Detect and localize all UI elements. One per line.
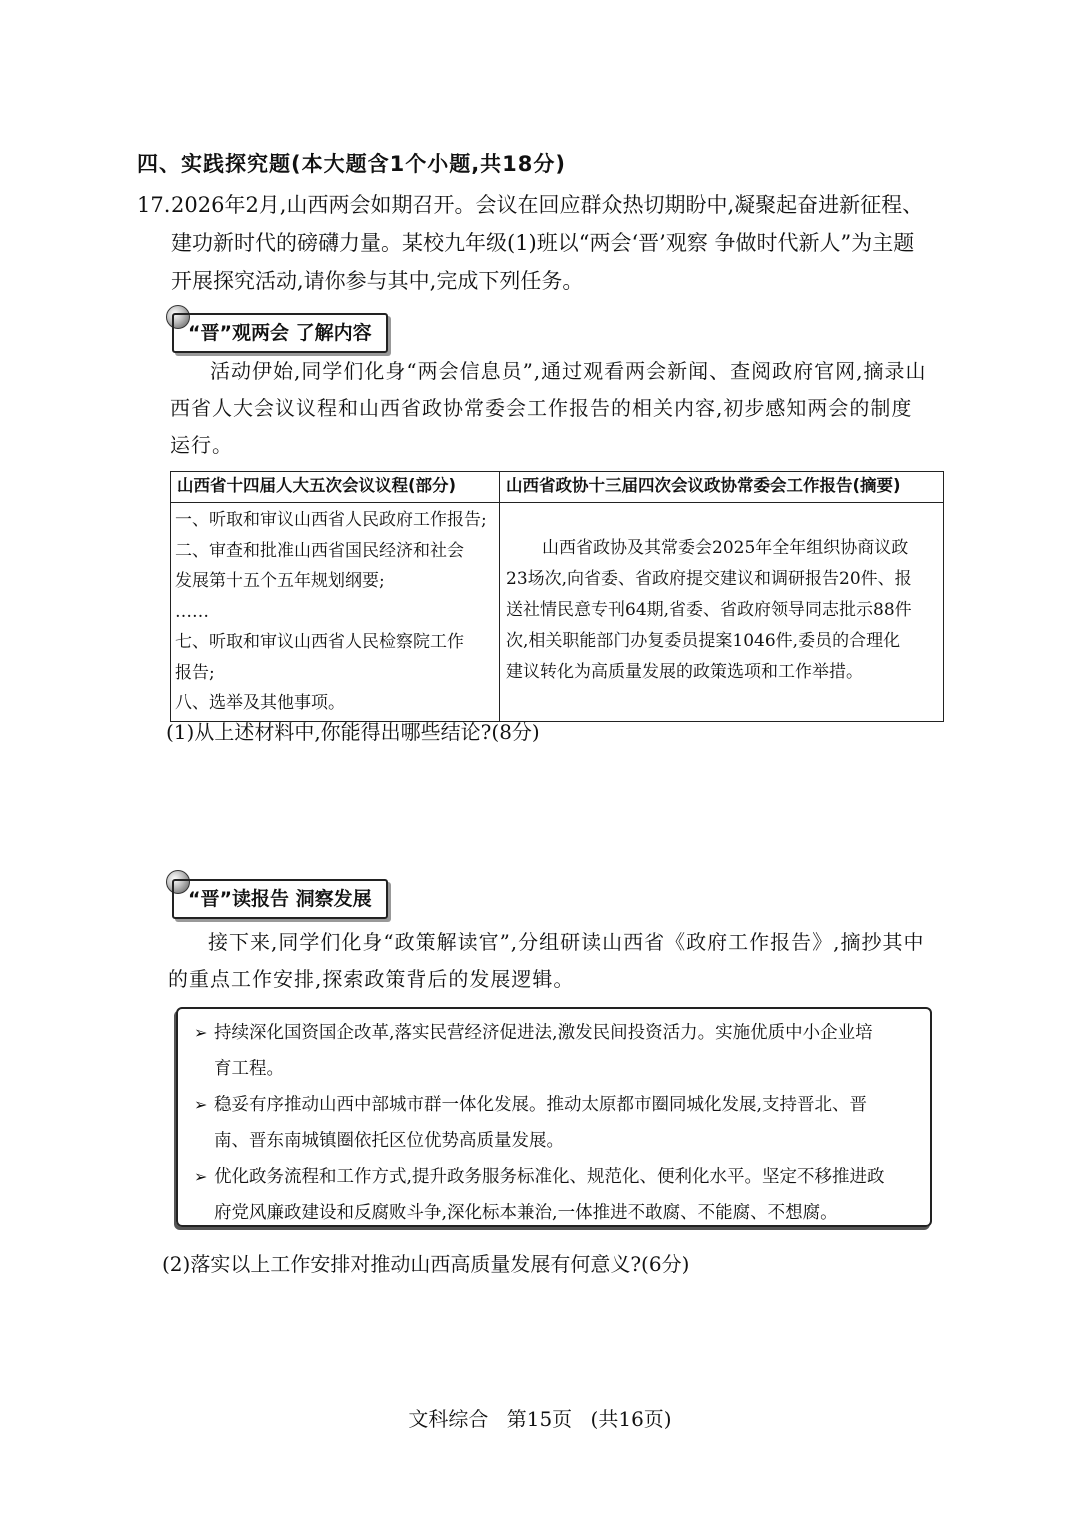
part2-para-line-1: 接下来,同学们化身“政策解读官”,分组研读山西省《政府工作报告》,摘抄其中 xyxy=(208,930,925,954)
page-footer xyxy=(0,1403,1080,1432)
bullet-line-1: 持续深化国资国企改革,落实民营经济促进法,激发民间投资活力。实施优质中小企业培 xyxy=(214,1023,873,1043)
question-2: (2)落实以上工作安排对推动山西高质量发展有何意义?(6分) xyxy=(162,1252,690,1276)
part2-para-line-2: 的重点工作安排,探索政策背后的发展逻辑。 xyxy=(168,967,575,991)
part1-para-line-2: 西省人大会议议程和山西省政协常委会工作报告的相关内容,初步感知两会的制度 xyxy=(170,396,913,420)
agenda-line: …… xyxy=(175,601,209,622)
part2-tag: “晋”读报告 洞察发展 xyxy=(172,879,388,919)
part1-para-line-1: 活动伊始,同学们化身“两会信息员”,通过观看两会新闻、查阅政府官网,摘录山 xyxy=(210,359,927,383)
table-right-header: 山西省政协十三届四次会议政协常委会工作报告(摘要) xyxy=(500,472,944,503)
part1-tag: “晋”观两会 了解内容 xyxy=(172,313,388,353)
table-right-cell xyxy=(500,503,944,722)
report-line: 建议转化为高质量发展的政策选项和工作举措。 xyxy=(506,662,863,682)
report-line: 送社情民意专刊64期,省委、省政府领导同志批示88件 xyxy=(506,600,912,620)
question-1: (1)从上述材料中,你能得出哪些结论?(8分) xyxy=(166,720,540,744)
intro-line-3: 开展探究活动,请你参与其中,完成下列任务。 xyxy=(171,269,584,293)
question-17-intro xyxy=(137,186,947,300)
table-left-header: 山西省十四届人大五次会议议程(部分) xyxy=(171,472,500,503)
report-line: 山西省政协及其常委会2025年全年组织协商议政 xyxy=(542,538,909,558)
material-table xyxy=(170,471,944,722)
footer-subject: 文科综合 xyxy=(408,1407,489,1431)
arrow-bullet-icon: ➢ xyxy=(194,1095,208,1114)
bullet-line-2: 南、晋东南城镇圈依托区位优势高质量发展。 xyxy=(214,1131,564,1151)
section-title: 四、实践探究题(本大题含1个小题,共18分) xyxy=(137,152,567,176)
bullet-line-1: 稳妥有序推动山西中部城市群一体化发展。推动太原都市圈同城化发展,支持晋北、晋 xyxy=(214,1095,868,1115)
agenda-line: 八、选举及其他事项。 xyxy=(175,693,345,713)
footer-page: 第15页 xyxy=(506,1407,573,1431)
report-line: 次,相关职能部门办复委员提案1046件,委员的合理化 xyxy=(506,631,901,651)
agenda-line: 报告; xyxy=(175,662,215,683)
part1-paragraph xyxy=(170,353,950,464)
agenda-line: 二、审查和批准山西省国民经济和社会 xyxy=(175,540,464,561)
agenda-line: 发展第十五个五年规划纲要; xyxy=(175,571,385,591)
part2-paragraph xyxy=(168,924,958,998)
arrow-bullet-icon: ➢ xyxy=(194,1167,208,1186)
intro-line-1: 2026年2月,山西两会如期召开。会议在回应群众热切期盼中,凝聚起奋进新征程、 xyxy=(171,193,924,217)
bullet-line-2: 育工程。 xyxy=(214,1059,284,1079)
work-arrangement-box xyxy=(176,1007,932,1227)
bullet-line-2: 府党风廉政建设和反腐败斗争,深化标本兼治,一体推进不敢腐、不能腐、不想腐。 xyxy=(214,1203,838,1223)
agenda-line: 七、听取和审议山西省人民检察院工作 xyxy=(175,632,464,652)
part1-para-line-3: 运行。 xyxy=(170,433,233,457)
bullet-item xyxy=(192,1015,922,1087)
arrow-bullet-icon: ➢ xyxy=(194,1023,208,1042)
footer-total: (共16页) xyxy=(590,1407,672,1431)
table-left-cell xyxy=(171,503,500,722)
bullet-line-1: 优化政务流程和工作方式,提升政务服务标准化、规范化、便利化水平。坚定不移推进政 xyxy=(214,1167,885,1187)
report-line: 23场次,向省委、省政府提交建议和调研报告20件、报 xyxy=(506,569,912,589)
bullet-item xyxy=(192,1159,922,1231)
question-number: 17. xyxy=(137,193,171,217)
agenda-line: 一、听取和审议山西省人民政府工作报告; xyxy=(175,510,487,530)
bullet-item xyxy=(192,1087,922,1159)
intro-line-2: 建功新时代的磅礴力量。某校九年级(1)班以“两会‘晋’观察 争做时代新人”为主题 xyxy=(171,231,915,255)
